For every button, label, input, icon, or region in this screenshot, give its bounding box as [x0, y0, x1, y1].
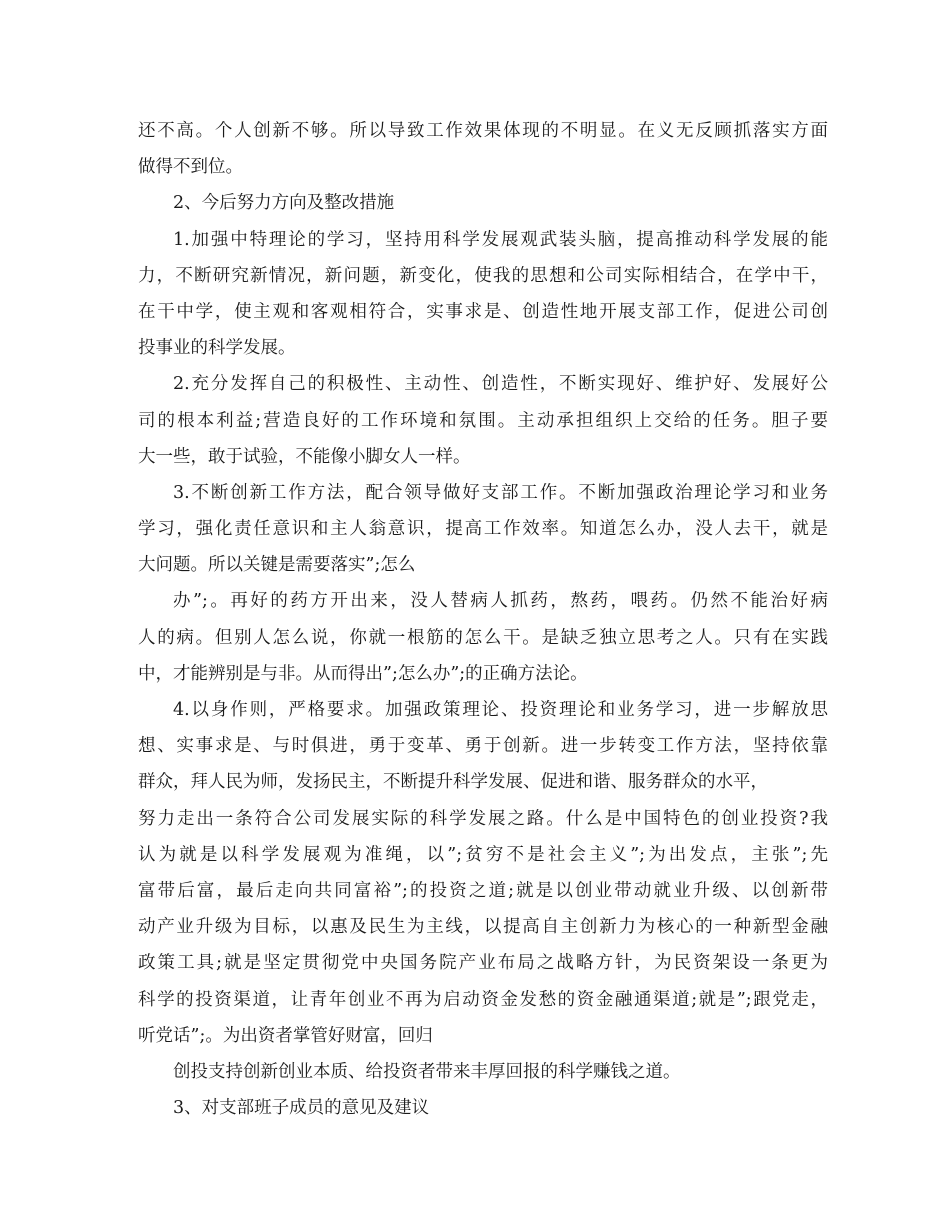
text-line: 中，才能辨别是与非。从而得出”;怎么办”;的正确方法论。	[138, 663, 588, 684]
paragraph-first-line: 4.以身作则，严格要求。加强政策理论、投资理论和业务学习，进一步解放思	[173, 700, 828, 720]
section-heading: 3、对支部班子成员的意见及建议	[173, 1098, 430, 1119]
paragraph-first-line: 2.充分发挥自己的积极性、主动性、创造性，不断实现好、维护好、发展好公	[173, 374, 828, 395]
paragraph-first-line: 1.加强中特理论的学习，坚持用科学发展观武装头脑，提高推动科学发展的能	[173, 229, 828, 250]
text-line: 在干中学，使主观和客观相符合，实事求是、创造性地开展支部工作，促进公司创	[138, 301, 828, 322]
text-line: 想、实事求是、与时俱进，勇于变革、勇于创新。进一步转变工作方法，坚持依靠	[138, 736, 828, 757]
text-line: 动产业升级为目标，以惠及民生为主线，以提高自主创新力为核心的一种新型金融	[138, 917, 828, 938]
section-heading: 2、今后努力方向及整改措施	[173, 193, 395, 214]
text-line: 创投支持创新创业本质、给投资者带来丰厚回报的科学赚钱之道。	[173, 1061, 681, 1082]
text-line: 群众，拜人民为师，发扬民主，不断提升科学发展、促进和谐、服务群众的水平，	[138, 772, 768, 793]
text-line: 做得不到位。	[138, 157, 243, 178]
text-line: 认为就是以科学发展观为准绳，以”;贫穷不是社会主义”;为出发点，主张”;先	[138, 844, 828, 865]
text-line: 投事业的科学发展。	[138, 338, 296, 359]
text-line: 政策工具;就是坚定贯彻党中央国务院产业布局之战略方针，为民资架设一条更为	[138, 953, 828, 974]
paragraph-first-line: 办”;。再好的药方开出来，没人替病人抓药，熬药，喂药。仍然不能治好病	[173, 591, 828, 612]
text-line: 大一些，敢于试验，不能像小脚女人一样。	[138, 446, 471, 467]
text-line: 富带后富，最后走向共同富裕”;的投资之道;就是以创业带动就业升级、以创新带	[138, 880, 828, 901]
text-line: 还不高。个人创新不够。所以导致工作效果体现的不明显。在义无反顾抓落实方面	[138, 121, 828, 141]
text-line: 人的病。但别人怎么说，你就一根筋的怎么干。是缺乏独立思考之人。只有在实践	[138, 627, 828, 648]
text-line: 学习，强化责任意识和主人翁意识，提高工作效率。知道怎么办，没人去干，就是	[138, 519, 828, 540]
text-line: 科学的投资渠道，让青年创业不再为启动资金发愁的资金融通渠道;就是”;跟党走，	[138, 989, 828, 1010]
text-line: 大问题。所以关键是需要落实”;怎么	[138, 555, 416, 576]
paragraph-first-line: 3.不断创新工作方法，配合领导做好支部工作。不断加强政治理论学习和业务	[173, 482, 828, 503]
document-body	[138, 113, 828, 1126]
text-line: 力，不断研究新情况，新问题，新变化，使我的思想和公司实际相结合，在学中干，	[138, 265, 828, 286]
text-line: 听党话”;。为出资者掌管好财富，回归	[138, 1025, 433, 1046]
text-line: 司的根本利益;营造良好的工作环境和氛围。主动承担组织上交给的任务。胆子要	[138, 410, 828, 431]
text-line: 努力走出一条符合公司发展实际的科学发展之路。什么是中国特色的创业投资?我	[138, 808, 828, 829]
